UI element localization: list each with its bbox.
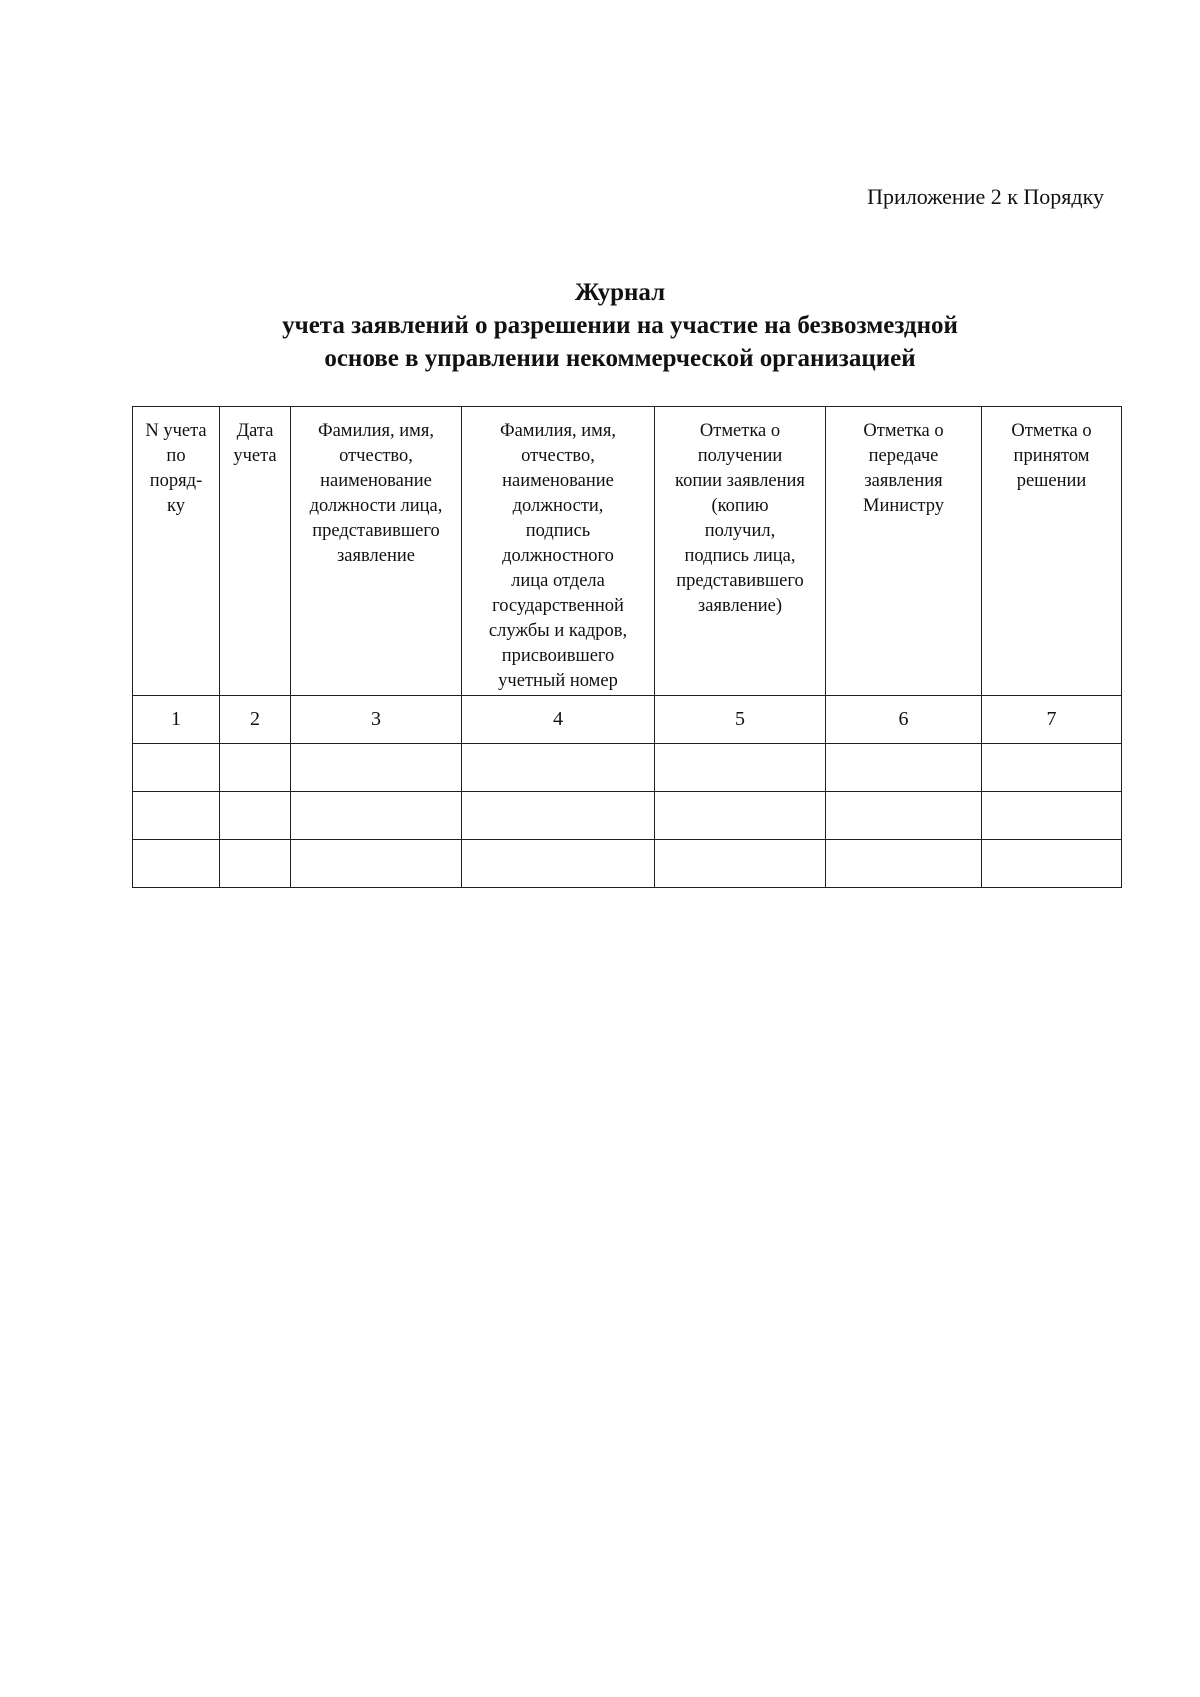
table-cell <box>982 744 1122 792</box>
header-decision: Отметка о принятом решении <box>982 407 1122 696</box>
column-number: 7 <box>982 696 1122 744</box>
column-number: 5 <box>655 696 826 744</box>
header-record-date: Дата учета <box>220 407 291 696</box>
table-cell <box>982 840 1122 888</box>
table-cell <box>291 744 462 792</box>
table-cell <box>655 840 826 888</box>
header-transfer-to-minister: Отметка о передаче заявления Министру <box>826 407 982 696</box>
title-line-2: учета заявлений о разрешении на участие на безвозмездной <box>282 312 958 339</box>
table-cell <box>826 744 982 792</box>
header-applicant: Фамилия, имя, отчество, наименование должности лица, представившего заявление <box>291 407 462 696</box>
table-row <box>133 792 1122 840</box>
table-row <box>133 840 1122 888</box>
table-row <box>133 744 1122 792</box>
appendix-label: Приложение 2 к Порядку <box>867 184 1104 209</box>
table-cell <box>655 744 826 792</box>
table-cell <box>982 792 1122 840</box>
column-number: 2 <box>220 696 291 744</box>
column-number: 3 <box>291 696 462 744</box>
column-number: 1 <box>133 696 220 744</box>
column-number: 6 <box>826 696 982 744</box>
journal-title <box>0 276 1200 375</box>
table-cell <box>291 840 462 888</box>
table-cell <box>133 792 220 840</box>
table-cell <box>655 792 826 840</box>
title-line-3: основе в управлении некоммерческой организацией <box>324 345 916 372</box>
table-cell <box>462 792 655 840</box>
header-copy-receipt: Отметка о получении копии заявления (копию получил, подпись лица, представившего заявление) <box>655 407 826 696</box>
header-registering-official: Фамилия, имя, отчество, наименование должности, подпись должностного лица отдела государственной службы и кадров, присвоившего учетный номер <box>462 407 655 696</box>
table-cell <box>133 744 220 792</box>
table-cell <box>826 792 982 840</box>
header-record-number: N учета по поряд- ку <box>133 407 220 696</box>
journal-table <box>132 406 1122 888</box>
table-cell <box>220 792 291 840</box>
table-cell <box>220 744 291 792</box>
title-line-1: Журнал <box>574 279 666 306</box>
table-header-row <box>133 407 1122 696</box>
column-number-row <box>133 696 1122 744</box>
table-cell <box>462 840 655 888</box>
table-cell <box>826 840 982 888</box>
table-cell <box>133 840 220 888</box>
table-cell <box>462 744 655 792</box>
table-cell <box>220 840 291 888</box>
column-number: 4 <box>462 696 655 744</box>
table-cell <box>291 792 462 840</box>
